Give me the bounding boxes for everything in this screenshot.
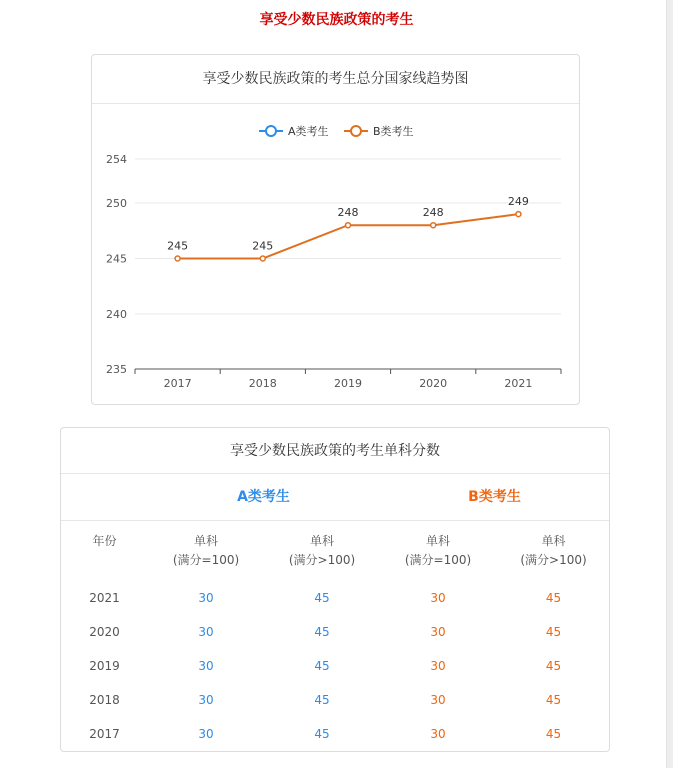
data-label: 248: [337, 206, 359, 220]
chart-card: [91, 54, 580, 405]
year-cell: 2018: [89, 693, 120, 707]
score-cell-a1: 30: [198, 625, 214, 639]
legend-marker: [266, 126, 276, 136]
score-cell-b2: 45: [545, 693, 562, 707]
line-chart: [92, 55, 581, 406]
y-tick-label: 235: [106, 363, 127, 376]
data-point: [431, 223, 436, 228]
score-cell-a2: 45: [314, 591, 330, 605]
x-tick-label: 2017: [163, 377, 192, 390]
group-a-label: A类考生: [237, 489, 290, 505]
x-tick-label: 2021: [504, 377, 533, 390]
sub-header-b2: [496, 532, 611, 570]
score-cell-b2: 45: [545, 591, 562, 605]
year-cell: 2021: [89, 591, 120, 605]
score-cell-a1: 30: [198, 727, 214, 741]
sub-header-b1: [380, 532, 496, 570]
sub-header-line1: 单科: [541, 534, 566, 548]
y-tick-label: 250: [106, 197, 127, 210]
score-cell-a2: 45: [314, 659, 330, 673]
score-table-card: [60, 427, 610, 752]
score-cell-b2: 45: [545, 727, 562, 741]
year-cell: 2020: [89, 625, 120, 639]
score-cell-b1: 30: [430, 659, 446, 673]
table-body: [61, 581, 609, 751]
score-cell-a1: 30: [198, 693, 214, 707]
sub-header-row: [61, 521, 609, 581]
score-cell-b2: 45: [545, 625, 562, 639]
sub-header-line1: 单科: [425, 534, 450, 548]
chart-title: 享受少数民族政策的考生总分国家线趋势图: [92, 55, 579, 104]
y-tick-label: 240: [106, 308, 127, 321]
table-row: [61, 615, 609, 649]
table-row: [61, 717, 609, 751]
sub-header-line2: (满分=100): [404, 553, 472, 567]
x-tick-label: 2018: [248, 377, 277, 390]
table-title: 享受少数民族政策的考生单科分数: [61, 428, 609, 474]
table-row: [61, 581, 609, 615]
year-cell: 2017: [89, 727, 120, 741]
score-cell-b2: 45: [545, 659, 562, 673]
year-header: 年份: [92, 534, 117, 548]
page-title: 享受少数民族政策的考生: [259, 12, 414, 28]
score-cell-a2: 45: [314, 693, 330, 707]
x-tick-label: 2020: [419, 377, 448, 390]
sub-header-line2: (满分>100): [288, 553, 356, 567]
legend-label: A类考生: [288, 125, 329, 138]
score-cell-b1: 30: [430, 625, 446, 639]
table-row: [61, 649, 609, 683]
table-row: [61, 683, 609, 717]
data-label: 245: [167, 239, 189, 253]
score-cell-a1: 30: [198, 591, 214, 605]
data-point: [346, 223, 351, 228]
legend-marker: [351, 126, 361, 136]
data-label: 245: [252, 239, 274, 253]
data-point: [516, 212, 521, 217]
y-tick-label: 254: [106, 153, 127, 166]
sub-header-a2: [264, 532, 380, 570]
score-cell-a1: 30: [198, 659, 214, 673]
group-b-label: B类考生: [468, 489, 521, 505]
data-label: 248: [422, 206, 444, 220]
year-cell: 2019: [89, 659, 120, 673]
scrollbar-track[interactable]: [666, 0, 673, 768]
sub-header-line1: 单科: [193, 534, 218, 548]
data-point: [260, 256, 265, 261]
score-cell-b1: 30: [430, 591, 446, 605]
data-label: 249: [507, 195, 529, 209]
score-cell-b1: 30: [430, 727, 446, 741]
data-point: [175, 256, 180, 261]
score-cell-b1: 30: [430, 693, 446, 707]
sub-header-a1: [148, 532, 264, 570]
sub-header-line2: (满分>100): [520, 553, 587, 567]
legend-label: B类考生: [373, 125, 414, 138]
group-header-row: [61, 474, 609, 521]
y-tick-label: 245: [106, 252, 127, 266]
sub-header-line1: 单科: [309, 534, 334, 548]
series-line: [178, 214, 519, 258]
x-tick-label: 2019: [334, 377, 362, 390]
score-cell-a2: 45: [314, 727, 330, 741]
sub-header-line2: (满分=100): [172, 553, 240, 567]
score-cell-a2: 45: [314, 625, 330, 639]
